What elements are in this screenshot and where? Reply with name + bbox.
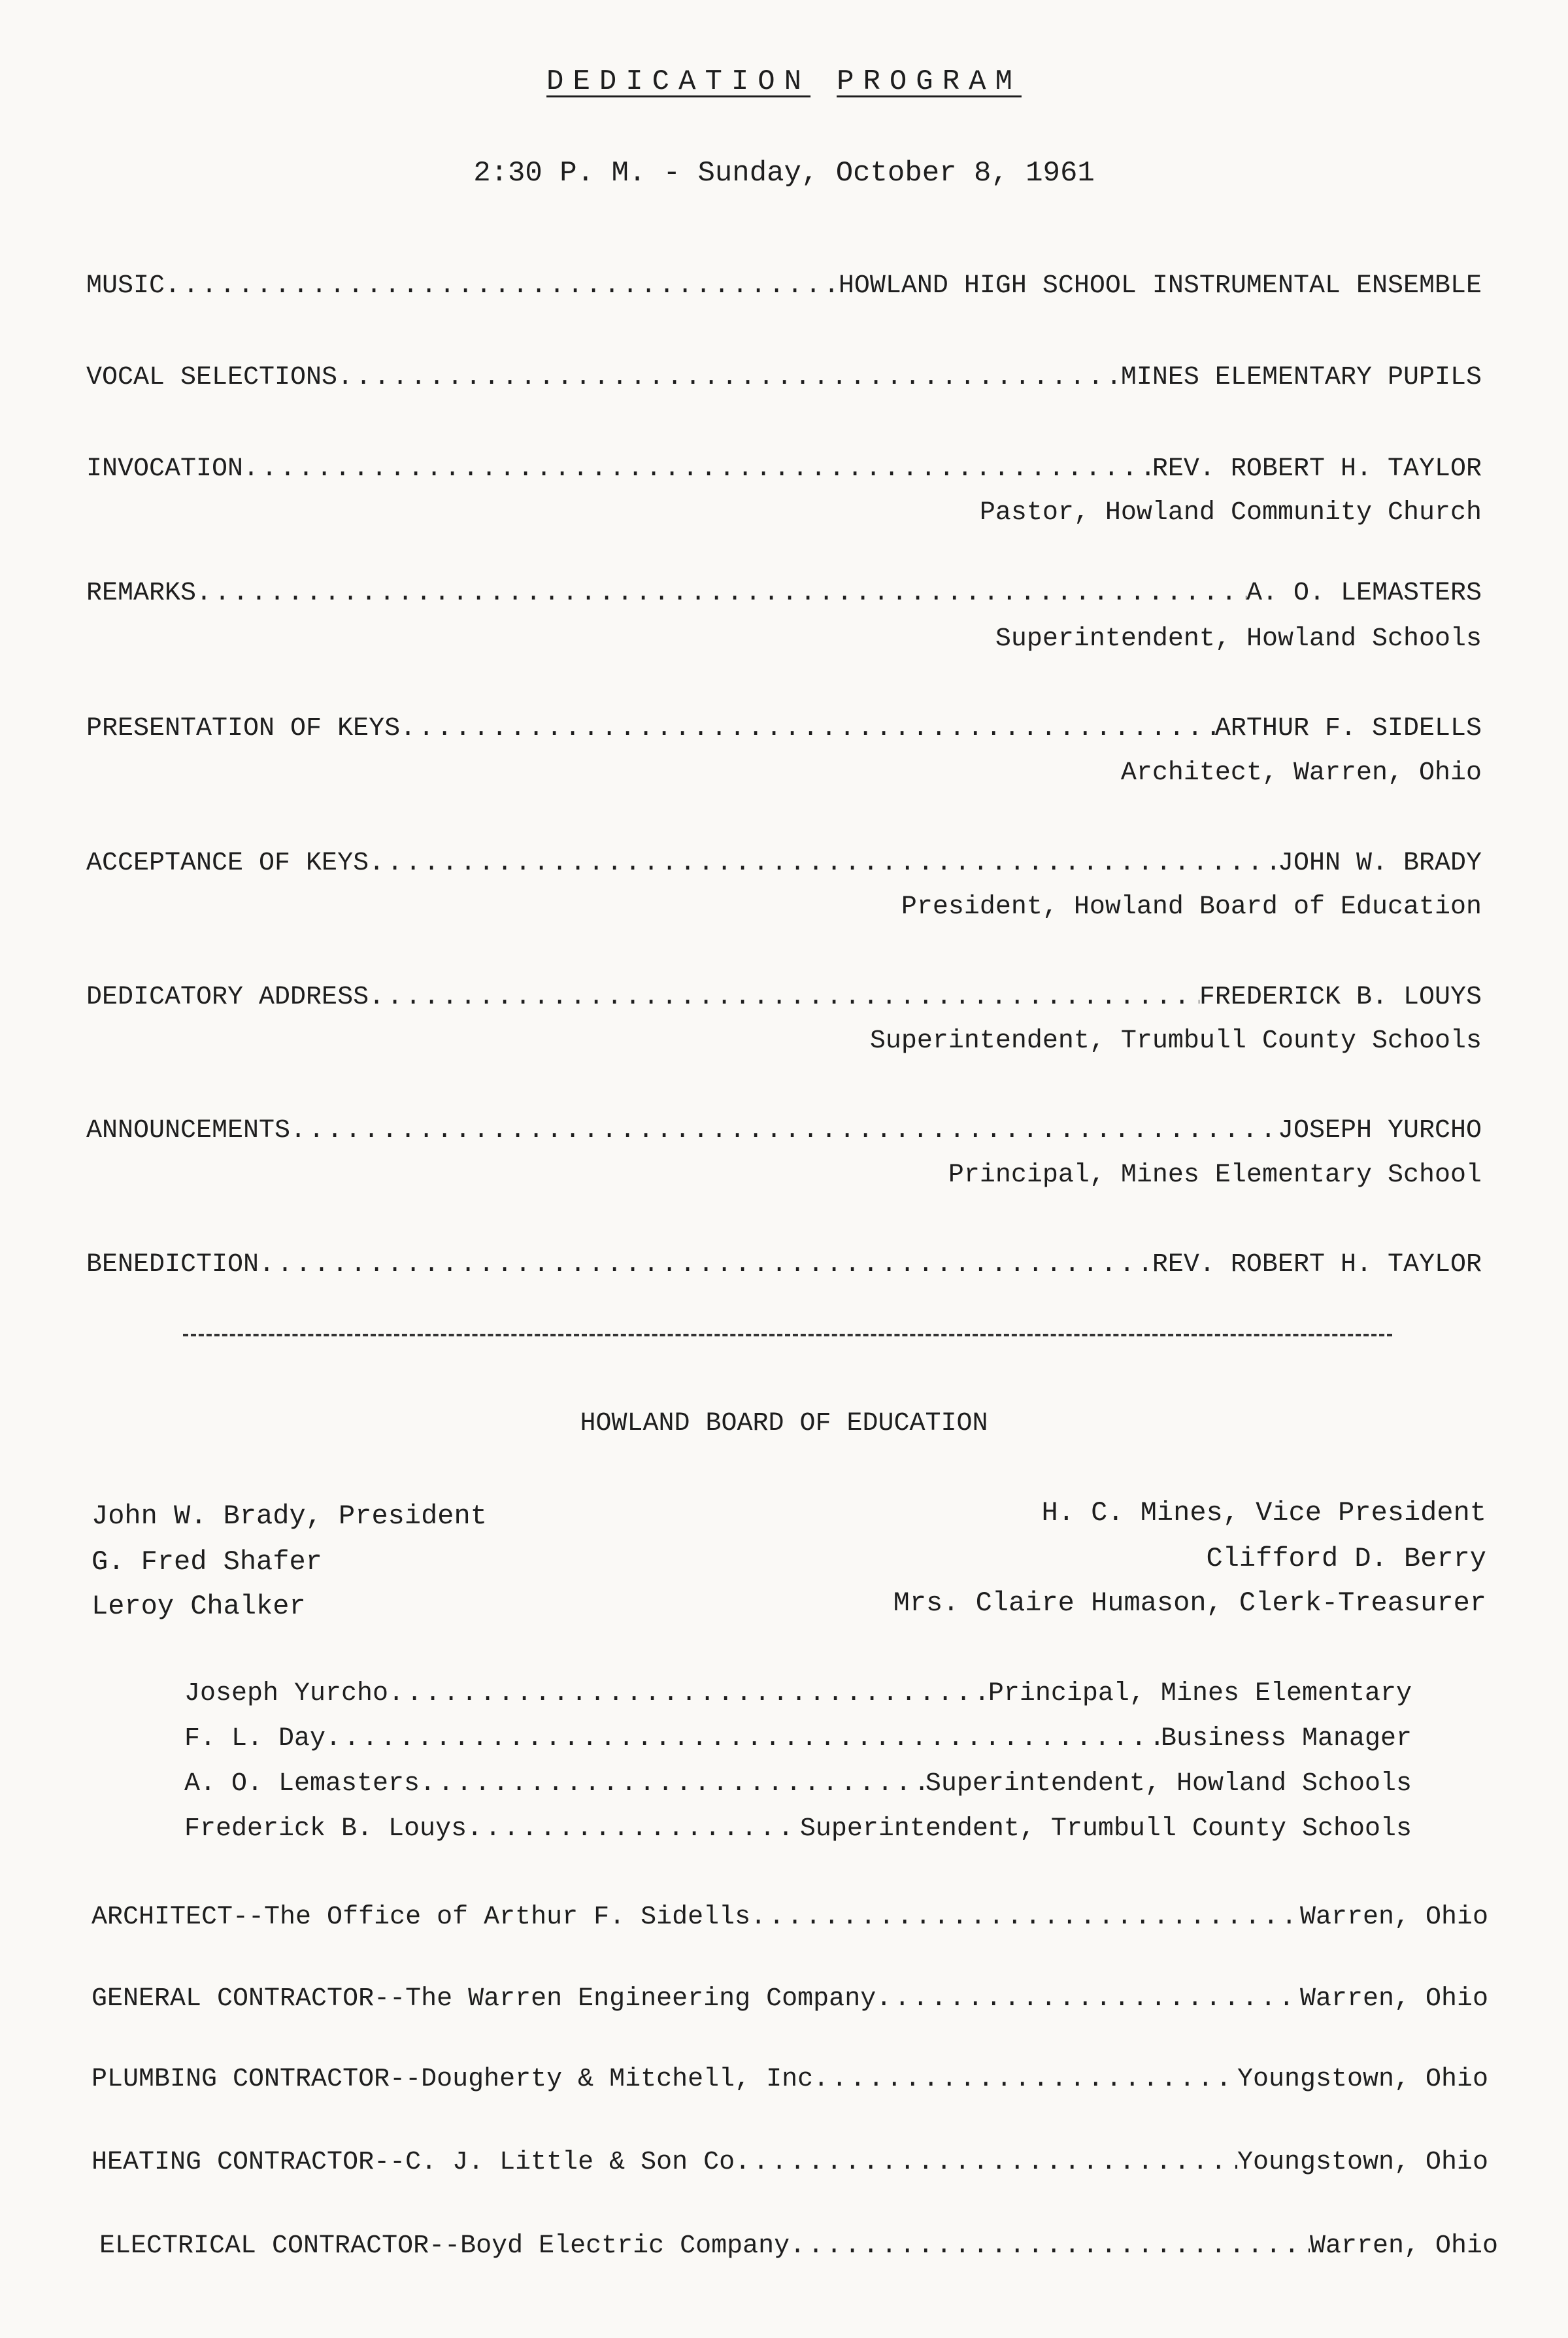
- program-item-presentation-of-keys: [86, 714, 1482, 743]
- section-divider: [183, 1334, 1392, 1336]
- dot-leader: [750, 1903, 1300, 1932]
- contractor-label: PLUMBING CONTRACTOR--Dougherty & Mitchell, Inc: [92, 2065, 814, 2094]
- contractor-row-heating: [92, 2148, 1488, 2177]
- dot-leader: [876, 1984, 1300, 2014]
- program-item-vocal-selections: [86, 363, 1482, 392]
- dot-leader: [259, 1250, 1152, 1279]
- dot-leader: [400, 714, 1215, 743]
- contractor-location: Youngstown, Ohio: [1237, 2065, 1488, 2094]
- contractor-row-electrical: [99, 2231, 1498, 2261]
- contractor-location: Youngstown, Ohio: [1237, 2148, 1488, 2177]
- dot-leader: [337, 363, 1121, 392]
- board-member-left-1: John W. Brady, President: [92, 1500, 487, 1532]
- dot-leader: [243, 454, 1152, 484]
- program-label: MUSIC: [86, 271, 165, 301]
- contractor-location: Warren, Ohio: [1299, 1984, 1488, 2014]
- program-item-invocation: [86, 454, 1482, 484]
- dot-leader: [165, 271, 839, 301]
- event-date-time: 2:30 P. M. - Sunday, October 8, 1961: [473, 157, 1095, 190]
- program-label: DEDICATORY ADDRESS: [86, 983, 369, 1012]
- program-performer: FREDERICK B. LOUYS: [1199, 983, 1482, 1012]
- contractor-label: GENERAL CONTRACTOR--The Warren Engineering Company: [92, 1984, 876, 2014]
- program-performer: REV. ROBERT H. TAYLOR: [1152, 1250, 1482, 1279]
- program-label: ACCEPTANCE OF KEYS: [86, 849, 369, 878]
- program-item-dedicatory-address: [86, 983, 1482, 1012]
- program-role-announcements: Principal, Mines Elementary School: [948, 1161, 1482, 1190]
- program-performer: REV. ROBERT H. TAYLOR: [1152, 454, 1482, 484]
- title-word-dedication: DEDICATION: [546, 65, 811, 98]
- program-role-acceptance-of-keys: President, Howland Board of Education: [901, 892, 1482, 922]
- contractor-row-architect: [92, 1903, 1488, 1932]
- program-label: VOCAL SELECTIONS: [86, 363, 338, 392]
- dot-leader: [369, 849, 1278, 878]
- board-member-right-2: Clifford D. Berry: [1206, 1543, 1486, 1574]
- staff-row: [184, 1814, 1412, 1844]
- dot-leader: [369, 983, 1199, 1012]
- program-item-benediction: [86, 1250, 1482, 1279]
- dot-leader: [790, 2231, 1310, 2261]
- staff-row: [184, 1769, 1412, 1799]
- staff-title: Business Manager: [1160, 1724, 1412, 1754]
- program-role-remarks: Superintendent, Howland Schools: [995, 624, 1482, 654]
- staff-title: Principal, Mines Elementary: [988, 1679, 1412, 1708]
- program-item-acceptance-of-keys: [86, 849, 1482, 878]
- contractor-label: ARCHITECT--The Office of Arthur F. Sidells: [92, 1903, 751, 1932]
- page-title: [0, 65, 1568, 98]
- contractor-location: Warren, Ohio: [1309, 2231, 1498, 2261]
- dot-leader: [196, 579, 1246, 608]
- program-performer: HOWLAND HIGH SCHOOL INSTRUMENTAL ENSEMBLE: [838, 271, 1482, 301]
- board-member-right-1: H. C. Mines, Vice President: [1041, 1497, 1486, 1529]
- program-performer: JOHN W. BRADY: [1277, 849, 1482, 878]
- board-heading: HOWLAND BOARD OF EDUCATION: [580, 1409, 988, 1438]
- staff-title: Superintendent, Trumbull County Schools: [799, 1814, 1412, 1844]
- program-performer: ARTHUR F. SIDELLS: [1214, 714, 1482, 743]
- staff-name: F. L. Day: [184, 1724, 326, 1754]
- program-item-remarks: [86, 579, 1482, 608]
- dot-leader: [290, 1116, 1278, 1145]
- staff-title: Superintendent, Howland Schools: [925, 1769, 1412, 1799]
- contractor-row-plumbing: [92, 2065, 1488, 2094]
- title-word-program: PROGRAM: [837, 65, 1022, 98]
- program-item-announcements: [86, 1116, 1482, 1145]
- dot-leader: [735, 2148, 1237, 2177]
- dot-leader: [813, 2065, 1237, 2094]
- program-label: INVOCATION: [86, 454, 244, 484]
- program-label: REMARKS: [86, 579, 197, 608]
- contractor-label: ELECTRICAL CONTRACTOR--Boyd Electric Company: [99, 2231, 790, 2261]
- dot-leader: [325, 1724, 1161, 1754]
- dot-leader: [467, 1814, 800, 1844]
- board-member-right-3: Mrs. Claire Humason, Clerk-Treasurer: [893, 1587, 1486, 1619]
- contractor-location: Warren, Ohio: [1299, 1903, 1488, 1932]
- staff-row: [184, 1724, 1412, 1754]
- dot-leader: [420, 1769, 926, 1799]
- program-performer: MINES ELEMENTARY PUPILS: [1120, 363, 1482, 392]
- program-performer: A. O. LEMASTERS: [1246, 579, 1482, 608]
- program-performer: JOSEPH YURCHO: [1277, 1116, 1482, 1145]
- board-member-left-2: G. Fred Shafer: [92, 1546, 322, 1578]
- program-item-music: [86, 271, 1482, 301]
- board-member-left-3: Leroy Chalker: [92, 1591, 306, 1622]
- program-label: ANNOUNCEMENTS: [86, 1116, 291, 1145]
- staff-name: Joseph Yurcho: [184, 1679, 389, 1708]
- staff-name: Frederick B. Louys: [184, 1814, 467, 1844]
- staff-row: [184, 1679, 1412, 1708]
- dot-leader: [388, 1679, 988, 1708]
- program-label: PRESENTATION OF KEYS: [86, 714, 401, 743]
- program-label: BENEDICTION: [86, 1250, 259, 1279]
- staff-name: A. O. Lemasters: [184, 1769, 420, 1799]
- program-role-invocation: Pastor, Howland Community Church: [979, 498, 1482, 528]
- contractor-label: HEATING CONTRACTOR--C. J. Little & Son Co: [92, 2148, 735, 2177]
- contractor-row-general: [92, 1984, 1488, 2014]
- program-role-dedicatory-address: Superintendent, Trumbull County Schools: [869, 1026, 1482, 1056]
- program-role-presentation-of-keys: Architect, Warren, Ohio: [1120, 758, 1482, 788]
